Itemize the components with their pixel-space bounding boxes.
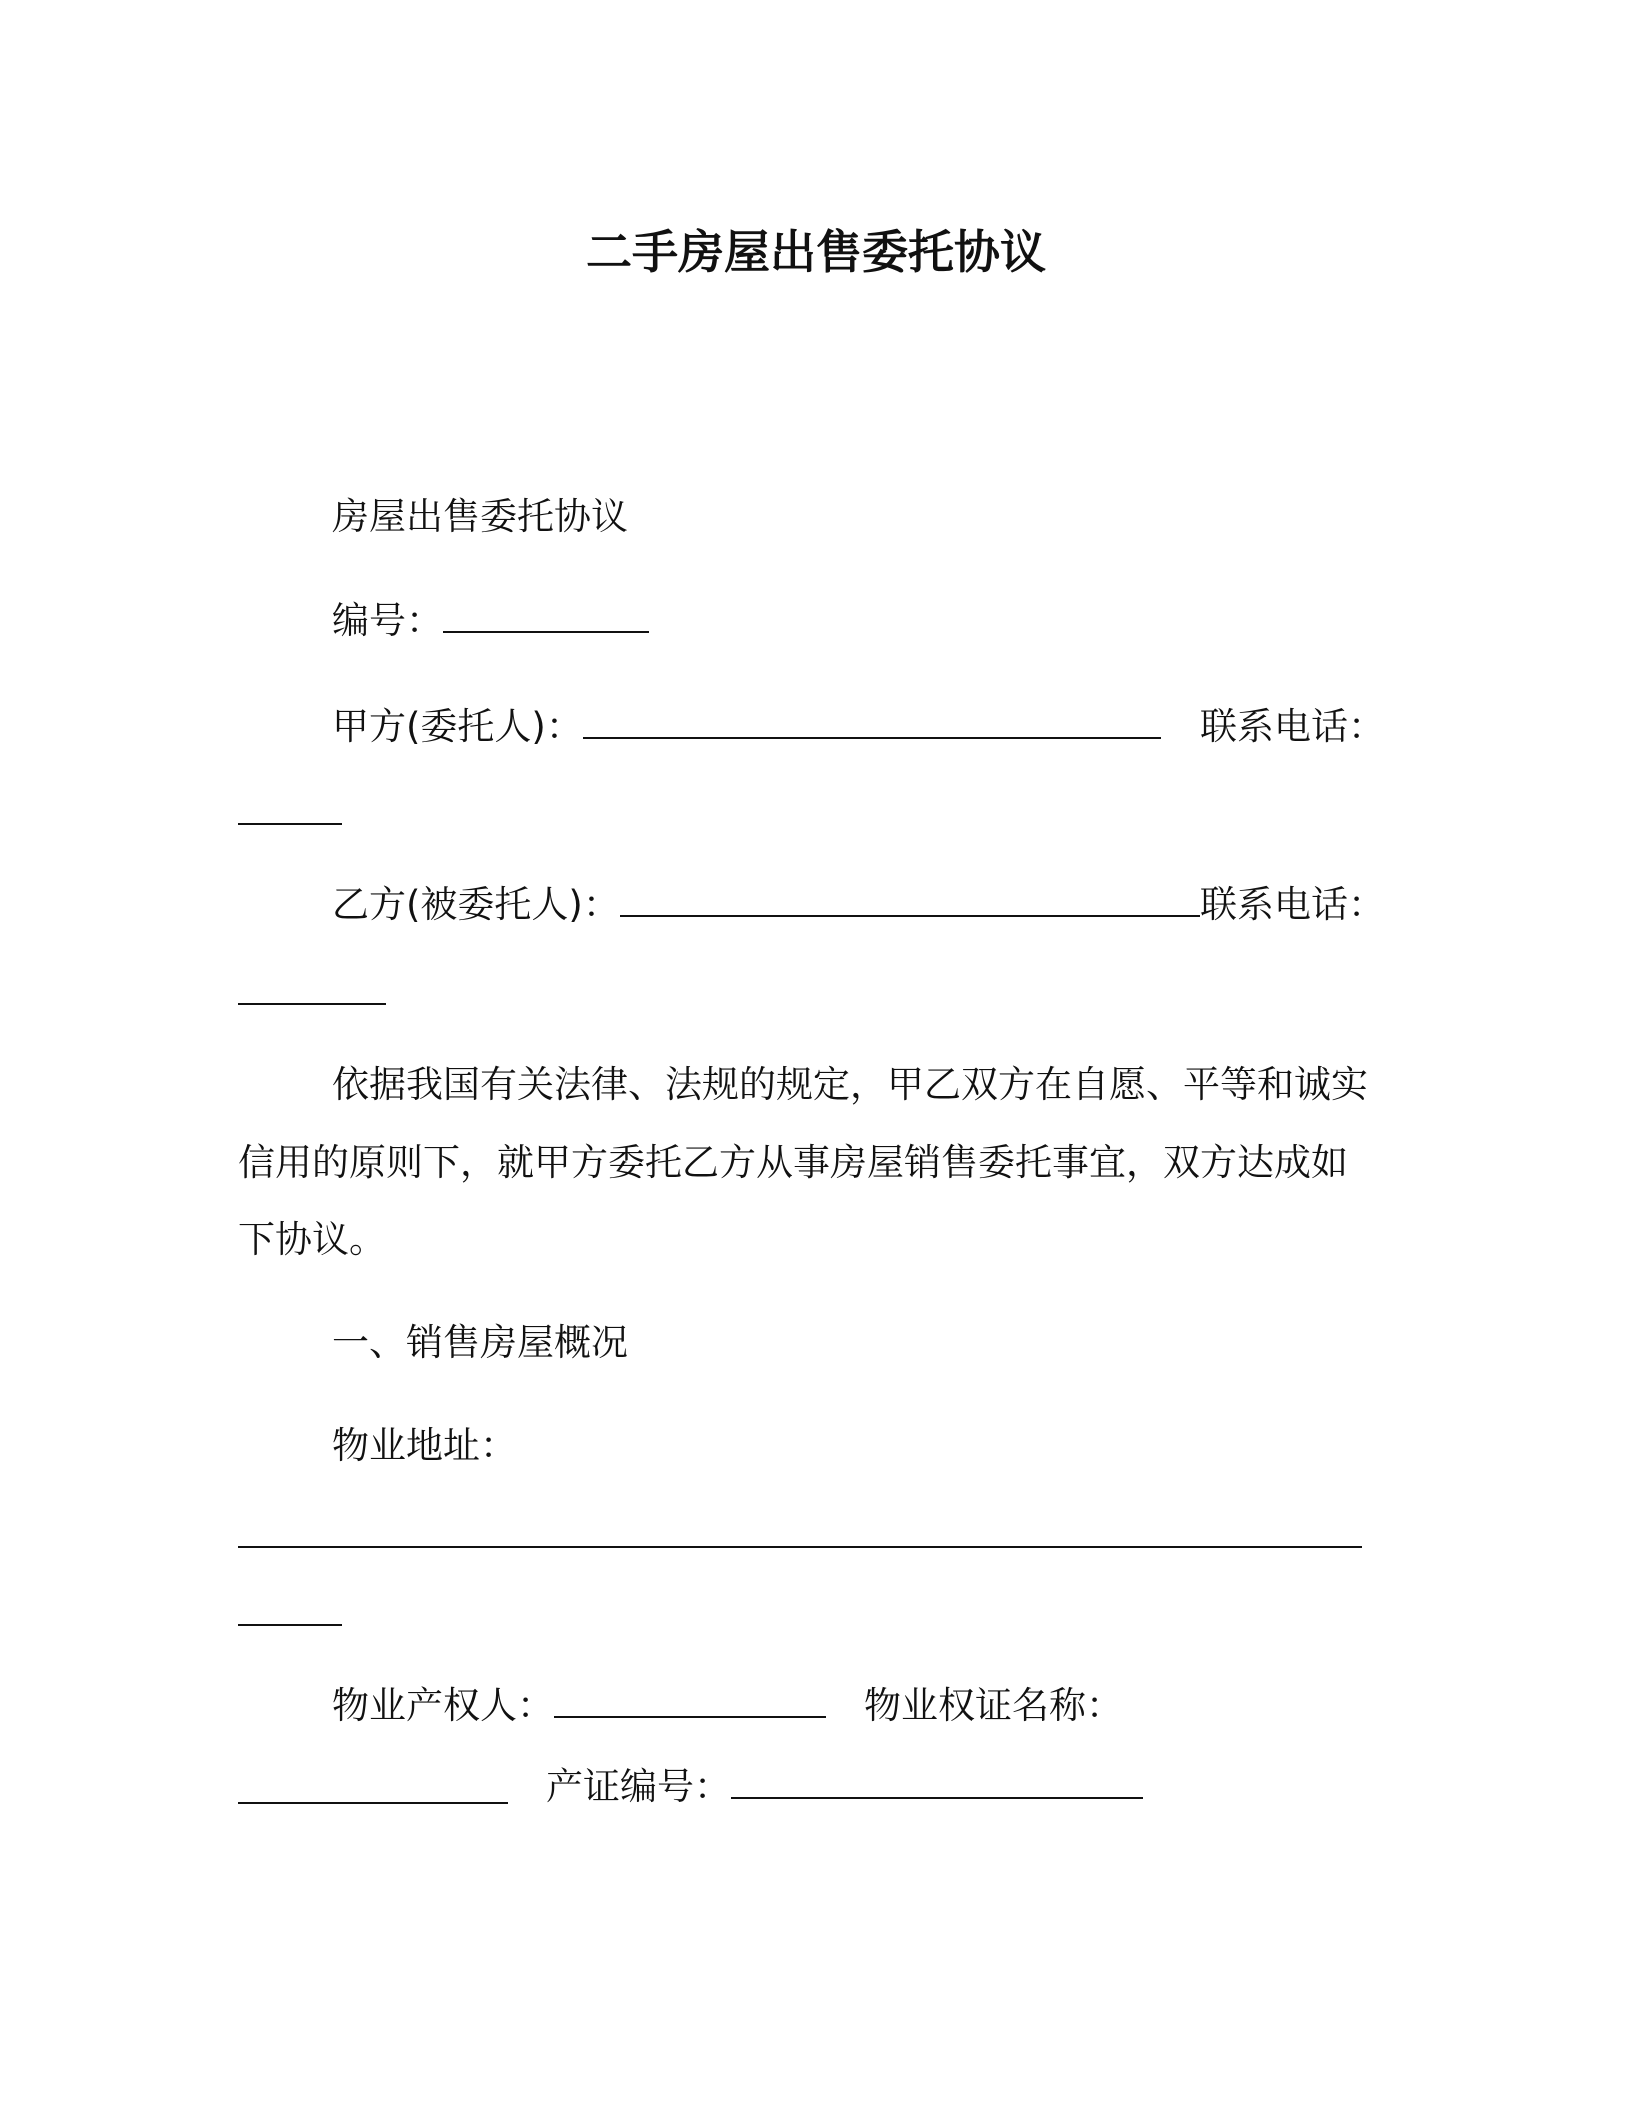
property-owner-row [332, 1683, 826, 1729]
party-b-phone-label: 联系电话： [1200, 883, 1385, 926]
section1-heading: 一、销售房屋概况 [332, 1321, 628, 1364]
party-b-row [332, 882, 1200, 928]
party-a-row [332, 704, 1161, 750]
property-address-blank-2[interactable] [238, 1624, 342, 1626]
cert-number-label: 产证编号： [546, 1765, 731, 1808]
property-address-label: 物业地址： [332, 1424, 517, 1467]
property-owner-label: 物业产权人： [332, 1684, 554, 1727]
party-a-blank[interactable] [583, 707, 1161, 739]
document-title: 二手房屋出售委托协议 [586, 225, 1046, 279]
intro-line-3: 下协议。 [238, 1218, 386, 1261]
party-b-phone-blank[interactable] [238, 1003, 386, 1005]
subtitle: 房屋出售委托协议 [332, 495, 628, 538]
property-cert-name-label: 物业权证名称： [864, 1684, 1123, 1727]
party-a-phone-label: 联系电话： [1200, 705, 1385, 748]
cert-number-blank[interactable] [731, 1767, 1143, 1799]
party-a-phone-blank[interactable] [238, 823, 342, 825]
property-address-blank-1[interactable] [238, 1546, 1362, 1548]
cert-number-row [546, 1764, 1143, 1810]
number-blank[interactable] [443, 601, 649, 633]
number-label: 编号： [332, 599, 443, 642]
number-row [332, 598, 649, 644]
property-cert-name-blank[interactable] [238, 1802, 508, 1804]
intro-line-2: 信用的原则下，就甲方委托乙方从事房屋销售委托事宜，双方达成如 [238, 1141, 1348, 1184]
party-a-label: 甲方(委托人)： [332, 705, 583, 748]
property-owner-blank[interactable] [554, 1686, 826, 1718]
intro-line-1: 依据我国有关法律、法规的规定，甲乙双方在自愿、平等和诚实 [332, 1063, 1368, 1106]
party-b-label: 乙方(被委托人)： [332, 883, 620, 926]
party-b-blank[interactable] [620, 885, 1200, 917]
